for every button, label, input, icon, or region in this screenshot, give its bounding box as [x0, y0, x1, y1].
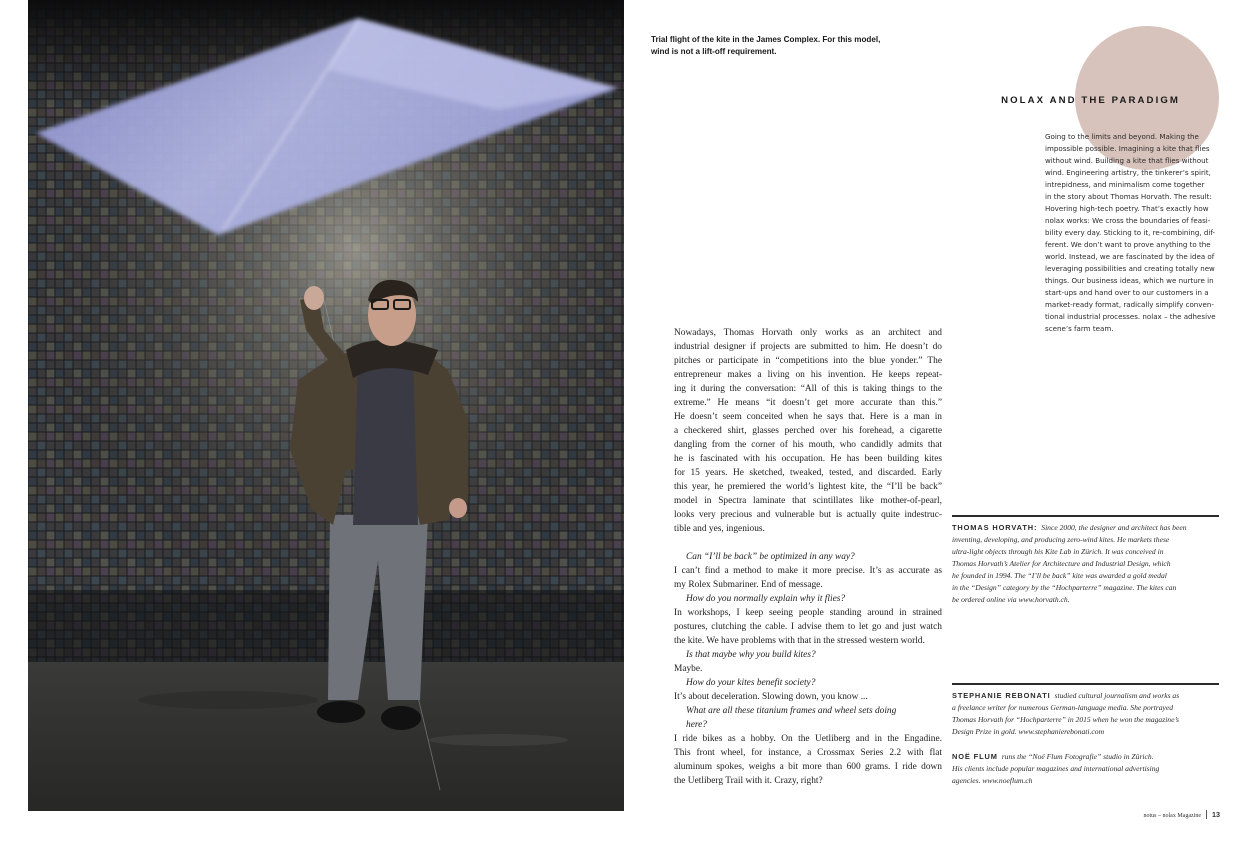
interview-question: Is that maybe why you build kites?: [686, 650, 816, 660]
kite-photo-illustration: [28, 0, 624, 811]
article-line: this year, he premiered the world’s lightest kite, the “I’ll be back”: [674, 482, 942, 492]
magazine-label: notus – nolax Magazine: [1143, 813, 1201, 819]
article-line: extreme.” He means “it doesn’t get more accurate than this.”: [674, 398, 942, 408]
article-line: looks very precious and vulnerable but is actually quite indestruc-: [674, 510, 942, 520]
intro-line: impossible possible. Imagining a kite that flies: [1045, 144, 1210, 153]
page-number: 13: [1212, 810, 1220, 819]
bio-line: His clients include popular magazines and international advertising: [952, 764, 1160, 773]
intro-line: leveraging possibilities and creating totally new: [1045, 264, 1215, 273]
bio-line: agencies. www.noeflum.ch: [952, 776, 1033, 785]
interview-question: How do your kites benefit society?: [686, 678, 816, 688]
intro-line: bility every day. Sticking to it, re-combining, dif-: [1045, 228, 1216, 237]
interview-answer: In workshops, I keep seeing people standing around in strained: [674, 608, 942, 618]
intro-line: intrepidness, and minimalism come together: [1045, 180, 1205, 189]
article-line: tible and yes, ingenious.: [674, 524, 765, 534]
bio-line: [952, 522, 1220, 534]
article-line: Nowadays, Thomas Horvath only works as an architect and: [674, 328, 942, 338]
article-line: He doesn’t seem conceited when he says that. Here is a man in: [674, 412, 942, 422]
article-line: pitches or participate in “competitions into the blue yonder.” The: [674, 356, 942, 366]
interview-question: Can “I’ll be back” be optimized in any way?: [686, 552, 855, 562]
intro-line: in the story about Thomas Horvath. The result:: [1045, 192, 1212, 201]
bio-line: [952, 751, 1220, 763]
interview-answer: aluminum spokes, weighs a bit more than 600 grams. I ride down: [674, 762, 942, 772]
bio-line: Thomas Horvath’s Atelier for Architecture and Industrial Design, which: [952, 559, 1171, 568]
bio-text: Since 2000, the designer and architect has been: [1041, 523, 1187, 532]
article-line: ing it during the conversation: “All of this is taking things to the: [674, 384, 942, 394]
article-line: entrepreneur makes a living on his invention. He keeps repeat-: [674, 370, 942, 380]
interview-answer: Maybe.: [674, 664, 703, 674]
kite-photo: [28, 0, 624, 811]
intro-line: nolax works: We cross the boundaries of feasi-: [1045, 216, 1211, 225]
bio-text: runs the “Noë Flum Fotografie” studio in Zürich.: [1001, 752, 1154, 761]
article-line: he is fascinated with his occupation. He has been building kites: [674, 454, 942, 464]
article-line: dangling from the corner of his mouth, who candidly admits that: [674, 440, 942, 450]
intro-text: [1045, 131, 1220, 335]
interview-answer: the Uetliberg Trail with it. Crazy, right?: [674, 776, 823, 786]
bio-line: inventing, developing, and producing zero-wind kites. He markets these: [952, 535, 1170, 544]
interview-answer: my Rolex Submariner. End of message.: [674, 580, 823, 590]
article-line: a checkered shirt, glasses perched over his forehead, a cigarette: [674, 426, 942, 436]
divider-rule: [952, 515, 1219, 517]
intro-line: Going to the limits and beyond. Making the: [1045, 132, 1199, 141]
interview-answer: I can’t find a method to make it more precise. It’s as accurate as: [674, 566, 942, 576]
intro-line: world. Instead, we are fascinated by the idea of: [1045, 252, 1215, 261]
bio-text: studied cultural journalism and works as: [1054, 691, 1180, 700]
bio-line: a freelance writer for numerous German-language media. She portrayed: [952, 703, 1174, 712]
interview-question: What are all these titanium frames and wheel sets doing: [686, 706, 897, 716]
interview-answer: postures, clutching the cable. I advise them to let go and just watch: [674, 622, 942, 632]
intro-line: wind. Engineering artistry, the tinkerer’s spirit,: [1045, 168, 1211, 177]
bio-name: THOMAS HORVATH:: [952, 523, 1038, 532]
interview-answer: I ride bikes as a hobby. On the Uetliberg and in the Engadine.: [674, 734, 942, 744]
article-line: for 15 years. He sketched, tweaked, tested, and discarded. Early: [674, 468, 942, 478]
article-body: [674, 326, 942, 788]
bio-line: [952, 690, 1220, 702]
paragraph-gap: [674, 536, 942, 550]
bio-thomas-horvath: [952, 522, 1220, 606]
article-line: industrial designer if projects are submitted to him. He doesn’t do: [674, 342, 942, 352]
intro-line: start-ups and hand over to our customers in a: [1045, 288, 1209, 297]
article-line: model in Spectra laminate that scintillates like mother-of-pearl,: [674, 496, 942, 506]
bio-name: NOË FLUM: [952, 752, 998, 761]
bio-name: STEPHANIE REBONATI: [952, 691, 1051, 700]
bio-line: ultra-light objects through his Kite Lab in Zürich. It was conceived in: [952, 547, 1164, 556]
bio-line: Thomas Horvath for “Hochparterre” in 2015 when he won the magazine’s: [952, 715, 1179, 724]
bio-line: Design Prize in gold. www.stephanierebonati.com: [952, 727, 1105, 736]
bio-stephanie-rebonati: [952, 690, 1220, 738]
page-footer: [1110, 810, 1220, 819]
intro-line: scene’s farm team.: [1045, 324, 1114, 333]
intro-line: tional industrial processes. nolax – the adhesive: [1045, 312, 1216, 321]
interview-question: here?: [686, 720, 707, 730]
bio-noe-flum: [952, 751, 1220, 787]
footer-separator: [1206, 810, 1207, 819]
intro-line: Hovering high-tech poetry. That’s exactly how: [1045, 204, 1209, 213]
intro-line: ferent. We don’t want to prove anything to the: [1045, 240, 1211, 249]
interview-answer: This front wheel, for instance, a Crossmax Series 2.2 with flat: [674, 748, 942, 758]
interview-answer: It’s about deceleration. Slowing down, you know ...: [674, 692, 868, 702]
bio-line: in the “Design” category by the “Hochparterre” magazine. The kites can: [952, 583, 1177, 592]
section-title: NOLAX AND THE PARADIGM: [1001, 95, 1180, 106]
intro-line: without wind. Building a kite that flies without: [1045, 156, 1209, 165]
bio-line: he founded in 1994. The “I’ll be back” kite was awarded a gold medal: [952, 571, 1167, 580]
divider-rule: [952, 683, 1219, 685]
intro-line: market-ready format, radically simplify conven-: [1045, 300, 1214, 309]
bio-line: be ordered online via www.horvath.ch.: [952, 595, 1070, 604]
interview-question: How do you normally explain why it flies?: [686, 594, 846, 604]
intro-line: things. Our business ideas, which we nurture in: [1045, 276, 1214, 285]
photo-caption: Trial flight of the kite in the James Complex. For this model, wind is not a lift-off requirement.: [651, 35, 881, 56]
interview-answer: the kite. We have problems with that in the stressed western world.: [674, 636, 925, 646]
